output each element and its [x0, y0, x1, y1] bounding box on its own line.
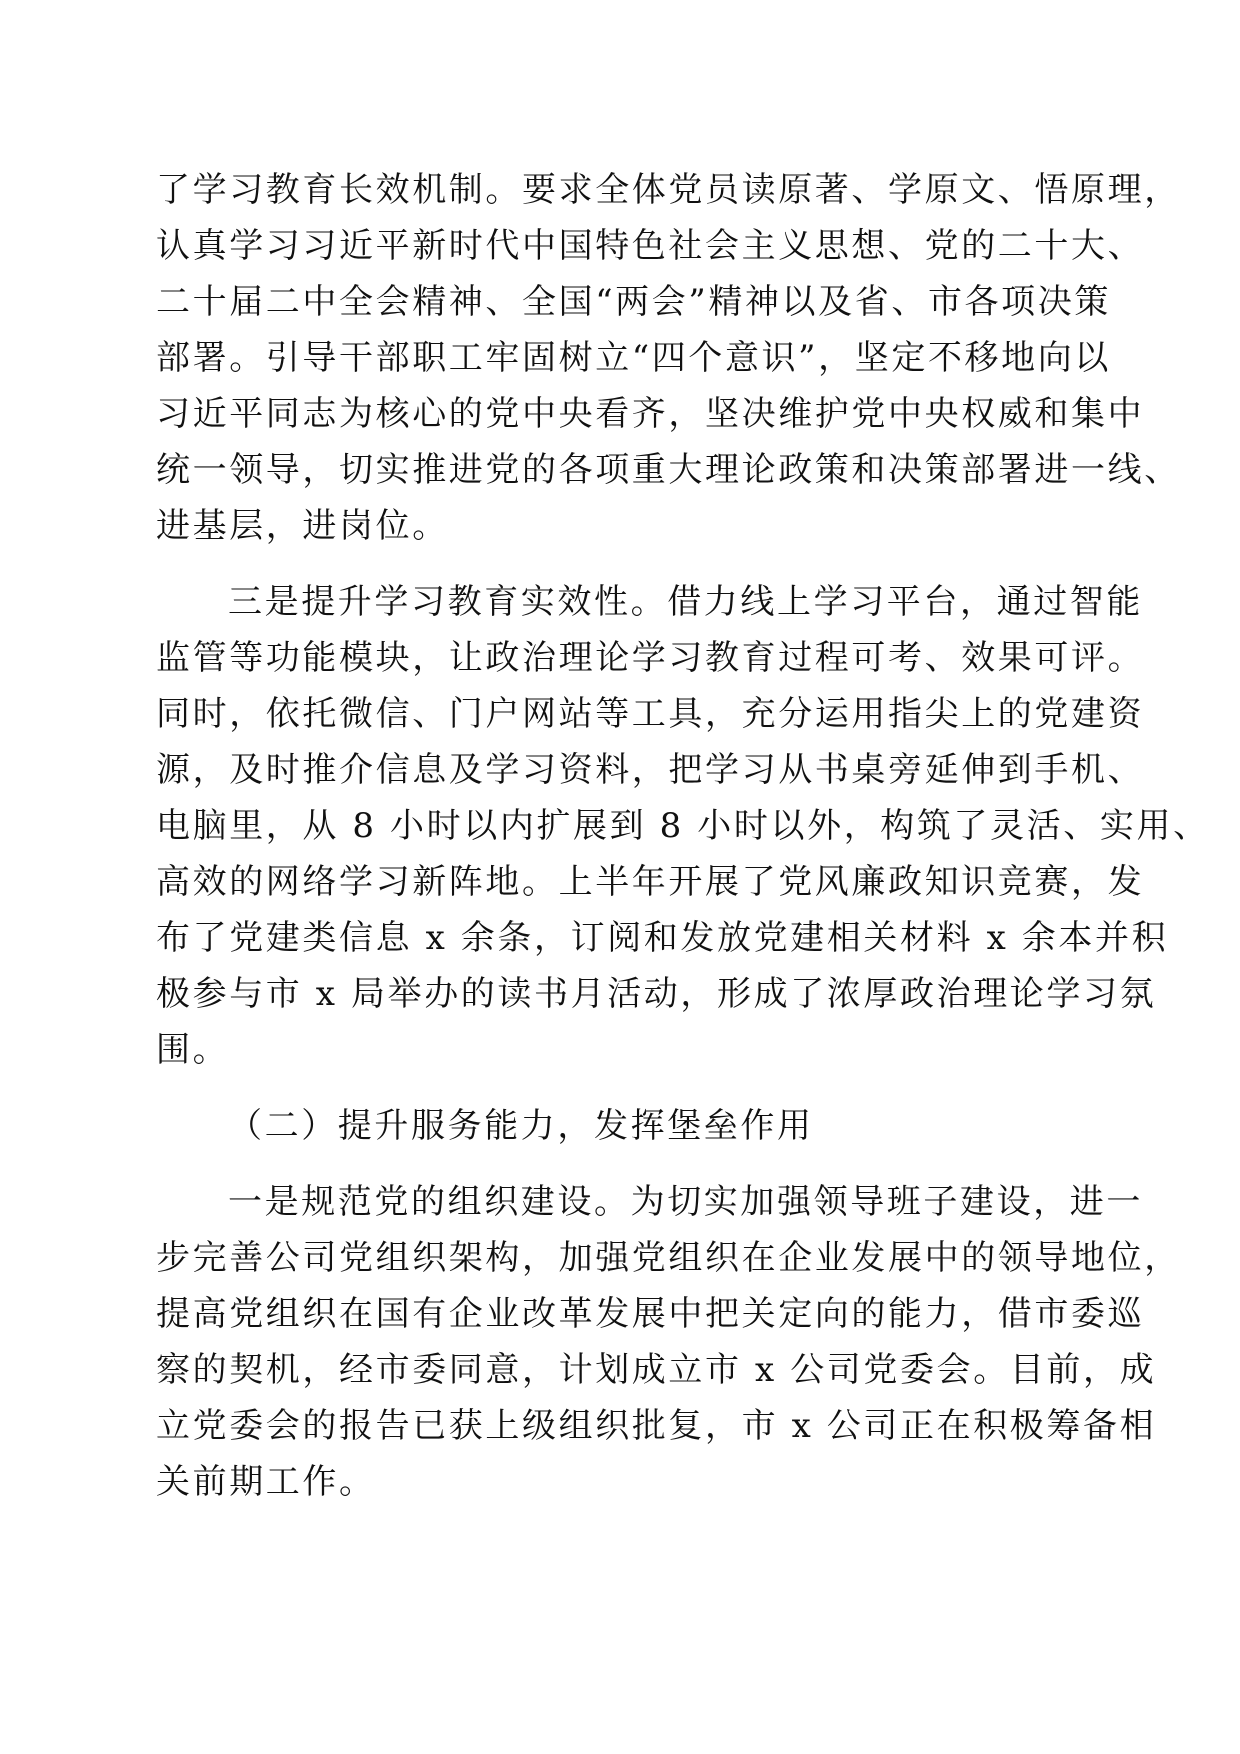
text-line-21: 察的契机，经市委同意，计划成立市 x 公司党委会。目前，成 — [156, 1350, 1157, 1390]
text-line-12: 电脑里，从 8 小时以内扩展到 8 小时以外，构筑了灵活、实用、 — [156, 806, 1210, 846]
text-line-6: 统一领导，切实推进党的各项重大理论政策和决策部署进一线、 — [156, 450, 1181, 490]
text-line-15: 极参与市 x 局举办的读书月活动，形成了浓厚政治理论学习氛 — [156, 974, 1157, 1014]
section-heading: （二）提升服务能力，发挥堡垒作用 — [228, 1106, 814, 1146]
text-line-10: 同时，依托微信、门户网站等工具，充分运用指尖上的党建资 — [156, 694, 1145, 734]
text-line-9: 监管等功能模块，让政治理论学习教育过程可考、效果可评。 — [156, 638, 1145, 678]
text-line-1: 了学习教育长效机制。要求全体党员读原著、学原文、悟原理， — [156, 170, 1181, 210]
text-line-20: 提高党组织在国有企业改革发展中把关定向的能力，借市委巡 — [156, 1294, 1145, 1334]
text-line-5: 习近平同志为核心的党中央看齐，坚决维护党中央权威和集中 — [156, 394, 1145, 434]
text-line-22: 立党委会的报告已获上级组织批复，市 x 公司正在积极筹备相 — [156, 1406, 1157, 1446]
text-line-14: 布了党建类信息 x 余条，订阅和发放党建相关材料 x 余本并积 — [156, 918, 1169, 958]
text-line-3: 二十届二中全会精神、全国“两会”精神以及省、市各项决策 — [156, 282, 1111, 322]
text-line-19: 步完善公司党组织架构，加强党组织在企业发展中的领导地位， — [156, 1238, 1181, 1278]
text-line-13: 高效的网络学习新阵地。上半年开展了党风廉政知识竞赛，发 — [156, 862, 1145, 902]
text-line-11: 源，及时推介信息及学习资料，把学习从书桌旁延伸到手机、 — [156, 750, 1145, 790]
text-line-23: 关前期工作。 — [156, 1462, 376, 1502]
text-line-16: 围。 — [156, 1030, 230, 1070]
text-line-18: 一是规范党的组织建设。为切实加强领导班子建设，进一 — [228, 1182, 1143, 1222]
text-line-4: 部署。引导干部职工牢固树立“四个意识”，坚定不移地向以 — [156, 338, 1111, 378]
text-line-2: 认真学习习近平新时代中国特色社会主义思想、党的二十大、 — [156, 226, 1145, 266]
text-line-7: 进基层，进岗位。 — [156, 506, 449, 546]
text-line-8: 三是提升学习教育实效性。借力线上学习平台，通过智能 — [228, 582, 1143, 622]
